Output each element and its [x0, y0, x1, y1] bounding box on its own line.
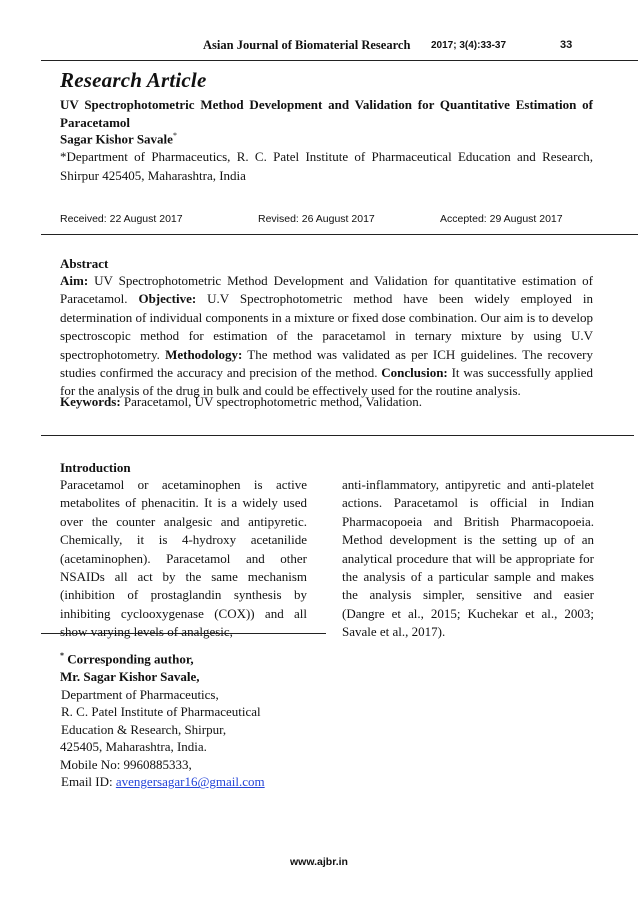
author-mark: * — [172, 131, 177, 140]
keywords-text: Paracetamol, UV spectrophotometric method, Validation. — [120, 394, 423, 409]
email-link[interactable]: avengersagar16@gmail.com — [115, 774, 265, 790]
journal-name: Asian Journal of Biomaterial Research — [203, 38, 411, 52]
aim-text: UV Spectrophotometric Method Development and Validation for quantitative estimation of Paracetamol. — [60, 273, 593, 307]
article-type: Research Article — [60, 68, 207, 92]
author-line — [60, 131, 177, 147]
journal-issue: 2017; 3(4):33-37 — [431, 40, 507, 51]
email-label: Email ID: — [61, 774, 116, 790]
revised-date: Revised: 26 August 2017 — [258, 213, 375, 225]
accepted-date: Accepted: 29 August 2017 — [440, 213, 563, 225]
page-number: 33 — [560, 39, 573, 51]
corresponding-author-block — [60, 647, 265, 791]
corresponding-line: Department of Pharmaceutics, — [61, 686, 219, 702]
corresponding-line: Education & Research, Shirpur, — [61, 721, 227, 737]
header-rule — [41, 60, 638, 61]
author-name: Sagar Kishor Savale — [60, 131, 173, 147]
conclusion-label: Conclusion: — [381, 365, 448, 381]
running-header — [0, 38, 638, 56]
objective-label: Objective: — [138, 291, 197, 307]
aim-label: Aim: — [60, 273, 89, 288]
objective-text: U.V Spectrophotometric method have been widely employed in determination of individual components in a mixture or fixed dose combination. Our aim is to develop spectroscopic method for estimation of the paracetamol in ternary mixture by using U.V spectrophotometry. — [60, 291, 593, 362]
keywords — [60, 393, 593, 411]
introduction-left-column: Paracetamol or acetaminophen is active metabolites of phenacitin. It is a widely used over the counter analgesic and antipyretic. Chemically, it is 4-hydroxy acetanilide (acetaminophen). Paracetamol and other NSAIDs all act by the same mechanism (inhibition of prostaglandin synthesis by inhibiting cyclooxygenase (COX)) and all show varying levels of analgesic, — [60, 477, 307, 640]
footnote-rule — [41, 633, 326, 634]
corresponding-line: 425405, Maharashtra, India. — [60, 739, 207, 755]
corresponding-line: Mobile No: 9960885333, — [60, 756, 192, 772]
corresponding-label: Corresponding author, — [67, 651, 194, 667]
introduction-heading: Introduction — [60, 460, 131, 475]
dates-rule — [41, 234, 638, 235]
corresponding-name: Mr. Sagar Kishor Savale, — [60, 668, 200, 684]
methodology-label: Methodology: — [165, 346, 243, 362]
abstract-body — [60, 272, 593, 401]
footer-url[interactable]: www.ajbr.in — [290, 856, 348, 868]
corresponding-mark: * — [60, 651, 64, 660]
dates-row — [60, 213, 593, 229]
methodology-text: The method was validated as per ICH guidelines. The recovery studies confirmed the accuracy and precision of the method. — [60, 346, 593, 381]
received-date: Received: 22 August 2017 — [60, 213, 183, 225]
corresponding-email-line — [60, 773, 265, 791]
abstract-heading: Abstract — [60, 256, 109, 271]
introduction-right-column: anti-inflammatory, antipyretic and anti-platelet actions. Paracetamol is official in Indian Pharmacopoeia and British Pharmacopoeia. Method development is the setting up of an analytical procedure that will be appropriate for the analysis of a particular sample and makes the analysis simpler, sensitive and easier (Dangre et al., 2015; Kuchekar et al., 2003; Savale et al., 2017). — [342, 477, 594, 640]
corresponding-line: R. C. Patel Institute of Pharmaceutical — [61, 704, 261, 720]
corresponding-label-line — [60, 647, 265, 668]
affiliation: *Department of Pharmaceutics, R. C. Patel Institute of Pharmaceutical Education and Research, Shirpur 425405, Maharashtra, India — [60, 149, 593, 183]
keywords-label: Keywords: — [60, 394, 121, 409]
paper-title: UV Spectrophotometric Method Development and Validation for Quantitative Estimation of Paracetamol — [60, 97, 593, 130]
conclusion-text: It was successfully applied for the analysis of the drug in bulk and could be effectively used for the routine analysis. — [60, 365, 593, 399]
abstract-rule — [41, 435, 634, 436]
